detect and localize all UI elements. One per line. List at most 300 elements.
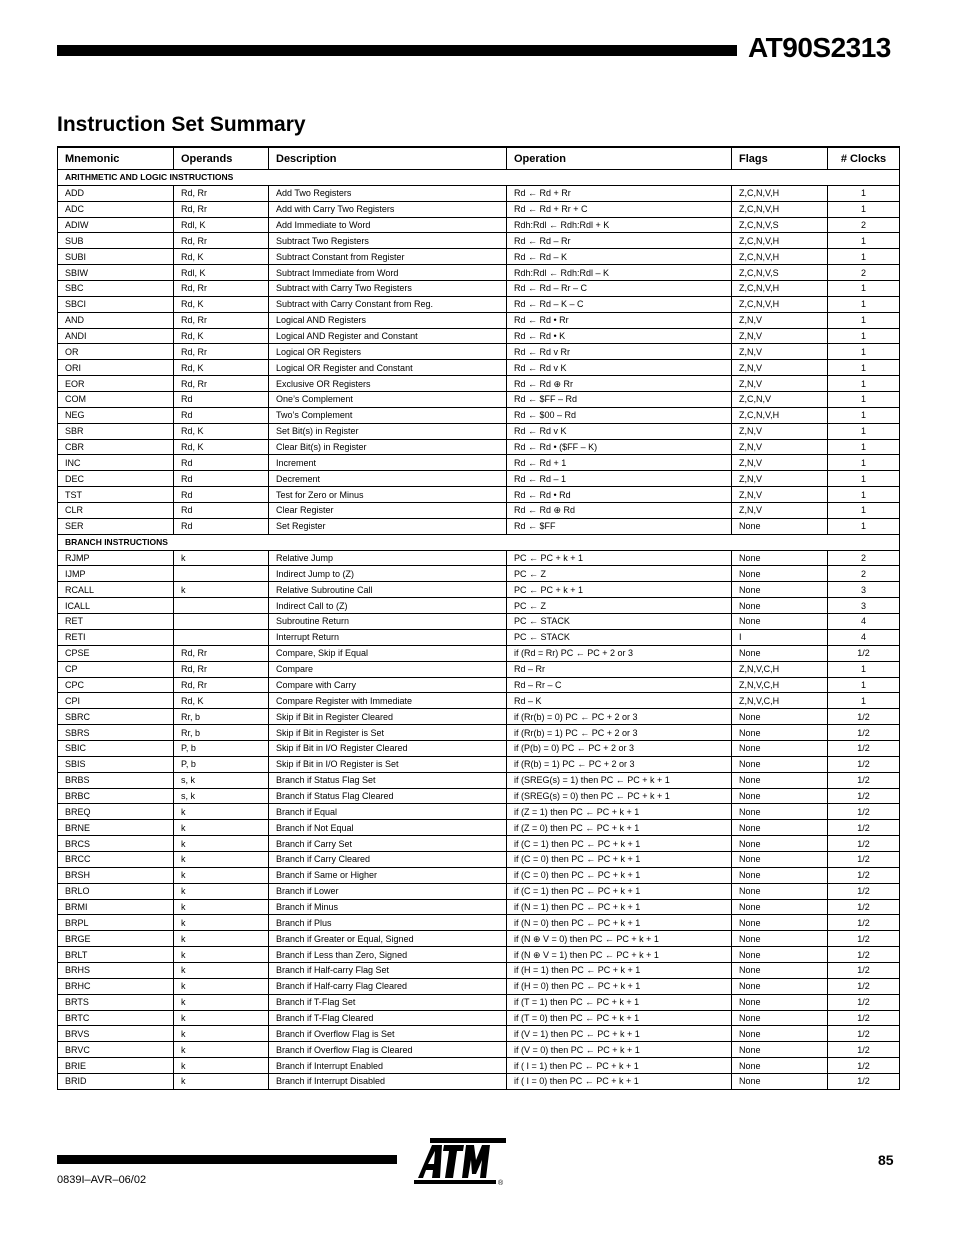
cell-mnemonic: CLR	[58, 503, 174, 519]
table-row	[58, 1058, 900, 1074]
table-row	[58, 487, 900, 503]
cell-clocks: 1	[828, 455, 900, 471]
cell-clocks: 1	[828, 677, 900, 693]
cell-description: One’s Complement	[269, 392, 507, 408]
cell-flags: Z,N,V,C,H	[732, 677, 828, 693]
cell-mnemonic: SER	[58, 518, 174, 534]
cell-flags: Z,N,V	[732, 455, 828, 471]
cell-flags: Z,N,V	[732, 312, 828, 328]
cell-description: Set Bit(s) in Register	[269, 423, 507, 439]
cell-operation: Rd ← Rd v Rr	[507, 344, 732, 360]
cell-operands: Rd, Rr	[174, 661, 269, 677]
cell-operands: Rd	[174, 407, 269, 423]
cell-operation: Rd ← Rd v K	[507, 360, 732, 376]
cell-clocks: 1	[828, 392, 900, 408]
table-row	[58, 550, 900, 566]
cell-mnemonic: CPC	[58, 677, 174, 693]
cell-mnemonic: TST	[58, 487, 174, 503]
table-row	[58, 772, 900, 788]
cell-mnemonic: SBR	[58, 423, 174, 439]
cell-flags: Z,C,N,V,S	[732, 217, 828, 233]
cell-mnemonic: BRNE	[58, 820, 174, 836]
cell-operation: if (P(b) = 0) PC ← PC + 2 or 3	[507, 740, 732, 756]
cell-flags: Z,N,V	[732, 376, 828, 392]
cell-description: Skip if Bit in I/O Register Cleared	[269, 740, 507, 756]
cell-clocks: 1/2	[828, 978, 900, 994]
cell-mnemonic: BRTC	[58, 1010, 174, 1026]
cell-mnemonic: BRID	[58, 1073, 174, 1089]
cell-clocks: 1	[828, 693, 900, 709]
cell-operation: PC ← STACK	[507, 614, 732, 630]
cell-description: Branch if Minus	[269, 899, 507, 915]
cell-operands: k	[174, 1073, 269, 1089]
cell-flags: Z,C,N,V	[732, 392, 828, 408]
cell-clocks: 1/2	[828, 1026, 900, 1042]
cell-operation: Rd ← Rd ⊕ Rd	[507, 503, 732, 519]
cell-operation: Rd ← Rd + 1	[507, 455, 732, 471]
table-row	[58, 962, 900, 978]
cell-mnemonic: BRIE	[58, 1058, 174, 1074]
cell-description: Branch if Overflow Flag is Cleared	[269, 1042, 507, 1058]
cell-operands: k	[174, 899, 269, 915]
cell-clocks: 1/2	[828, 851, 900, 867]
cell-operands: k	[174, 582, 269, 598]
cell-flags: None	[732, 645, 828, 661]
cell-mnemonic: BRCC	[58, 851, 174, 867]
cell-operation: Rd – Rr – C	[507, 677, 732, 693]
cell-description: Compare Register with Immediate	[269, 693, 507, 709]
cell-operands: Rdl, K	[174, 217, 269, 233]
cell-flags: Z,C,N,V,H	[732, 249, 828, 265]
cell-operation: Rd ← Rd • ($FF – K)	[507, 439, 732, 455]
cell-clocks: 1/2	[828, 788, 900, 804]
column-header-mnemonic: Mnemonic	[58, 147, 174, 170]
cell-description: Relative Subroutine Call	[269, 582, 507, 598]
cell-operation: PC ← STACK	[507, 629, 732, 645]
cell-operands: k	[174, 1010, 269, 1026]
cell-operands: s, k	[174, 788, 269, 804]
table-row	[58, 471, 900, 487]
cell-clocks: 4	[828, 614, 900, 630]
cell-flags: None	[732, 947, 828, 963]
cell-operation: if (R(b) = 1) PC ← PC + 2 or 3	[507, 756, 732, 772]
table-row	[58, 328, 900, 344]
cell-description: Two’s Complement	[269, 407, 507, 423]
group-title: BRANCH INSTRUCTIONS	[58, 534, 900, 550]
table-row	[58, 709, 900, 725]
table-row	[58, 360, 900, 376]
cell-description: Branch if Less than Zero, Signed	[269, 947, 507, 963]
cell-operation: Rd ← Rd • Rd	[507, 487, 732, 503]
cell-operands: k	[174, 978, 269, 994]
cell-mnemonic: SUB	[58, 233, 174, 249]
cell-operation: if (Z = 1) then PC ← PC + k + 1	[507, 804, 732, 820]
cell-clocks: 1	[828, 360, 900, 376]
table-row	[58, 439, 900, 455]
cell-operands	[174, 629, 269, 645]
cell-operands: k	[174, 883, 269, 899]
cell-clocks: 1	[828, 185, 900, 201]
cell-mnemonic: IJMP	[58, 566, 174, 582]
cell-operation: Rd ← Rd + Rr	[507, 185, 732, 201]
cell-mnemonic: DEC	[58, 471, 174, 487]
cell-description: Subtract with Carry Constant from Reg.	[269, 296, 507, 312]
cell-clocks: 2	[828, 566, 900, 582]
cell-flags: Z,N,V	[732, 328, 828, 344]
cell-mnemonic: BRGE	[58, 931, 174, 947]
cell-description: Clear Register	[269, 503, 507, 519]
cell-operation: Rd ← Rd v K	[507, 423, 732, 439]
table-row	[58, 725, 900, 741]
cell-clocks: 1	[828, 344, 900, 360]
cell-operands: k	[174, 915, 269, 931]
cell-description: Compare	[269, 661, 507, 677]
cell-operands: k	[174, 1058, 269, 1074]
cell-description: Indirect Jump to (Z)	[269, 566, 507, 582]
cell-operands: Rd, K	[174, 693, 269, 709]
cell-operands: k	[174, 931, 269, 947]
cell-description: Skip if Bit in I/O Register is Set	[269, 756, 507, 772]
cell-clocks: 1/2	[828, 899, 900, 915]
cell-flags: None	[732, 851, 828, 867]
cell-mnemonic: SBRC	[58, 709, 174, 725]
cell-mnemonic: ORI	[58, 360, 174, 376]
cell-description: Subtract Two Registers	[269, 233, 507, 249]
table-row	[58, 344, 900, 360]
cell-clocks: 1/2	[828, 1010, 900, 1026]
cell-mnemonic: BRLO	[58, 883, 174, 899]
cell-clocks: 3	[828, 582, 900, 598]
cell-operands: Rd, Rr	[174, 281, 269, 297]
table-row	[58, 407, 900, 423]
cell-mnemonic: BRLT	[58, 947, 174, 963]
table-row	[58, 312, 900, 328]
cell-description: Relative Jump	[269, 550, 507, 566]
cell-description: Subtract Constant from Register	[269, 249, 507, 265]
page-number: 85	[878, 1152, 894, 1168]
table-row	[58, 1073, 900, 1089]
cell-clocks: 1	[828, 233, 900, 249]
table-row	[58, 899, 900, 915]
cell-flags: None	[732, 566, 828, 582]
table-row	[58, 788, 900, 804]
cell-operation: if (Z = 0) then PC ← PC + k + 1	[507, 820, 732, 836]
cell-clocks: 2	[828, 550, 900, 566]
cell-mnemonic: BRPL	[58, 915, 174, 931]
cell-operands: Rd, K	[174, 423, 269, 439]
cell-mnemonic: RJMP	[58, 550, 174, 566]
group-title: ARITHMETIC AND LOGIC INSTRUCTIONS	[58, 170, 900, 186]
cell-mnemonic: BRTS	[58, 994, 174, 1010]
cell-flags: Z,N,V	[732, 487, 828, 503]
cell-flags: None	[732, 1042, 828, 1058]
cell-mnemonic: RET	[58, 614, 174, 630]
cell-description: Branch if Status Flag Set	[269, 772, 507, 788]
cell-operands: Rr, b	[174, 709, 269, 725]
cell-clocks: 1/2	[828, 867, 900, 883]
cell-description: Logical OR Register and Constant	[269, 360, 507, 376]
cell-operands: Rd, K	[174, 439, 269, 455]
cell-operation: Rd ← $00 – Rd	[507, 407, 732, 423]
table-row	[58, 503, 900, 519]
cell-description: Branch if Interrupt Enabled	[269, 1058, 507, 1074]
table-row	[58, 217, 900, 233]
cell-flags: Z,N,V	[732, 439, 828, 455]
cell-flags: None	[732, 740, 828, 756]
table-row	[58, 1026, 900, 1042]
cell-description: Branch if T-Flag Cleared	[269, 1010, 507, 1026]
cell-flags: Z,N,V,C,H	[732, 693, 828, 709]
cell-operation: if (Rr(b) = 0) PC ← PC + 2 or 3	[507, 709, 732, 725]
cell-mnemonic: ICALL	[58, 598, 174, 614]
cell-description: Logical OR Registers	[269, 344, 507, 360]
cell-operands: Rd, Rr	[174, 344, 269, 360]
cell-operands: P, b	[174, 756, 269, 772]
cell-flags: None	[732, 788, 828, 804]
table-row	[58, 994, 900, 1010]
cell-clocks: 1	[828, 487, 900, 503]
cell-description: Exclusive OR Registers	[269, 376, 507, 392]
column-header-description: Description	[269, 147, 507, 170]
table-row	[58, 376, 900, 392]
cell-clocks: 1/2	[828, 1058, 900, 1074]
cell-clocks: 1	[828, 471, 900, 487]
cell-description: Skip if Bit in Register is Set	[269, 725, 507, 741]
cell-mnemonic: OR	[58, 344, 174, 360]
cell-clocks: 1/2	[828, 645, 900, 661]
cell-flags: Z,N,V	[732, 503, 828, 519]
cell-flags: None	[732, 931, 828, 947]
cell-mnemonic: NEG	[58, 407, 174, 423]
table-body	[58, 170, 900, 1090]
cell-description: Branch if Interrupt Disabled	[269, 1073, 507, 1089]
cell-operation: if (Rd = Rr) PC ← PC + 2 or 3	[507, 645, 732, 661]
table-row	[58, 931, 900, 947]
cell-flags: Z,N,V	[732, 360, 828, 376]
cell-description: Add with Carry Two Registers	[269, 201, 507, 217]
registered-mark: ®	[498, 1180, 504, 1186]
cell-operands: k	[174, 550, 269, 566]
cell-operands: k	[174, 867, 269, 883]
table-row	[58, 614, 900, 630]
cell-operands: s, k	[174, 772, 269, 788]
cell-mnemonic: RETI	[58, 629, 174, 645]
cell-clocks: 1/2	[828, 1042, 900, 1058]
cell-operation: if (N = 0) then PC ← PC + k + 1	[507, 915, 732, 931]
cell-mnemonic: SBIC	[58, 740, 174, 756]
cell-description: Interrupt Return	[269, 629, 507, 645]
cell-mnemonic: BRVC	[58, 1042, 174, 1058]
cell-description: Skip if Bit in Register Cleared	[269, 709, 507, 725]
cell-flags: None	[732, 772, 828, 788]
cell-mnemonic: CP	[58, 661, 174, 677]
table-row	[58, 249, 900, 265]
cell-operands: k	[174, 851, 269, 867]
cell-flags: None	[732, 804, 828, 820]
cell-clocks: 1/2	[828, 947, 900, 963]
cell-description: Subtract with Carry Two Registers	[269, 281, 507, 297]
table-row	[58, 201, 900, 217]
atmel-logo	[410, 1136, 510, 1186]
cell-operation: if (N = 1) then PC ← PC + k + 1	[507, 899, 732, 915]
cell-operands: Rd	[174, 471, 269, 487]
cell-operands: Rd, Rr	[174, 201, 269, 217]
cell-clocks: 1	[828, 376, 900, 392]
cell-description: Indirect Call to (Z)	[269, 598, 507, 614]
cell-flags: None	[732, 518, 828, 534]
cell-operands: Rd, Rr	[174, 312, 269, 328]
cell-mnemonic: BRSH	[58, 867, 174, 883]
table-row	[58, 629, 900, 645]
cell-flags: None	[732, 883, 828, 899]
cell-operation: if (N ⊕ V = 1) then PC ← PC + k + 1	[507, 947, 732, 963]
table-row	[58, 455, 900, 471]
table-row	[58, 1042, 900, 1058]
table-row	[58, 598, 900, 614]
table-row	[58, 883, 900, 899]
cell-operation: Rd – Rr	[507, 661, 732, 677]
cell-operation: Rd ← $FF – Rd	[507, 392, 732, 408]
cell-clocks: 4	[828, 629, 900, 645]
cell-clocks: 1/2	[828, 772, 900, 788]
cell-operation: PC ← Z	[507, 566, 732, 582]
cell-flags: Z,N,V,C,H	[732, 661, 828, 677]
cell-operation: Rd ← Rd • Rr	[507, 312, 732, 328]
cell-flags: None	[732, 709, 828, 725]
cell-operation: Rd ← Rd – Rr	[507, 233, 732, 249]
cell-operands: Rd, Rr	[174, 677, 269, 693]
cell-flags: None	[732, 1010, 828, 1026]
cell-clocks: 1/2	[828, 756, 900, 772]
cell-flags: Z,C,N,V,H	[732, 407, 828, 423]
cell-operation: if (V = 0) then PC ← PC + k + 1	[507, 1042, 732, 1058]
cell-clocks: 1	[828, 296, 900, 312]
cell-description: Subtract Immediate from Word	[269, 265, 507, 281]
cell-description: Branch if Equal	[269, 804, 507, 820]
table-group-header	[58, 534, 900, 550]
cell-operands: Rd, Rr	[174, 376, 269, 392]
header-rule	[57, 45, 737, 56]
cell-mnemonic: ANDI	[58, 328, 174, 344]
cell-description: Branch if Overflow Flag is Set	[269, 1026, 507, 1042]
cell-operation: Rd ← Rd – 1	[507, 471, 732, 487]
document-code: 0839I–AVR–06/02	[57, 1174, 147, 1186]
cell-flags: None	[732, 614, 828, 630]
cell-operands: k	[174, 994, 269, 1010]
cell-clocks: 1/2	[828, 804, 900, 820]
cell-flags: None	[732, 1073, 828, 1089]
cell-operation: Rd ← Rd • K	[507, 328, 732, 344]
cell-mnemonic: RCALL	[58, 582, 174, 598]
cell-mnemonic: BRCS	[58, 836, 174, 852]
cell-operands: k	[174, 804, 269, 820]
table-row	[58, 296, 900, 312]
cell-flags: Z,N,V	[732, 344, 828, 360]
cell-description: Branch if T-Flag Set	[269, 994, 507, 1010]
cell-clocks: 1	[828, 201, 900, 217]
cell-clocks: 1	[828, 328, 900, 344]
cell-operation: if (T = 0) then PC ← PC + k + 1	[507, 1010, 732, 1026]
cell-description: Branch if Status Flag Cleared	[269, 788, 507, 804]
cell-operation: if (Rr(b) = 1) PC ← PC + 2 or 3	[507, 725, 732, 741]
cell-clocks: 1/2	[828, 1073, 900, 1089]
cell-operands: Rd	[174, 455, 269, 471]
cell-flags: Z,C,N,V,H	[732, 233, 828, 249]
cell-operation: if ( I = 0) then PC ← PC + k + 1	[507, 1073, 732, 1089]
cell-mnemonic: BRBS	[58, 772, 174, 788]
cell-clocks: 1	[828, 312, 900, 328]
cell-operands: k	[174, 1026, 269, 1042]
cell-mnemonic: SBC	[58, 281, 174, 297]
cell-description: Branch if Carry Set	[269, 836, 507, 852]
cell-operation: if (C = 0) then PC ← PC + k + 1	[507, 867, 732, 883]
cell-operation: if (C = 1) then PC ← PC + k + 1	[507, 836, 732, 852]
cell-operation: if (V = 1) then PC ← PC + k + 1	[507, 1026, 732, 1042]
table-row	[58, 518, 900, 534]
cell-mnemonic: SUBI	[58, 249, 174, 265]
cell-description: Branch if Plus	[269, 915, 507, 931]
cell-clocks: 1	[828, 249, 900, 265]
cell-operands: P, b	[174, 740, 269, 756]
cell-operation: Rd ← $FF	[507, 518, 732, 534]
table-row	[58, 978, 900, 994]
cell-flags: Z,N,V	[732, 423, 828, 439]
cell-operation: if (N ⊕ V = 0) then PC ← PC + k + 1	[507, 931, 732, 947]
cell-flags: Z,C,N,V,H	[732, 281, 828, 297]
cell-operation: if (C = 1) then PC ← PC + k + 1	[507, 883, 732, 899]
cell-mnemonic: BRHS	[58, 962, 174, 978]
cell-mnemonic: SBRS	[58, 725, 174, 741]
cell-clocks: 1/2	[828, 994, 900, 1010]
cell-flags: None	[732, 1058, 828, 1074]
section-title: Instruction Set Summary	[57, 113, 306, 136]
cell-flags: Z,N,V	[732, 471, 828, 487]
cell-clocks: 1	[828, 439, 900, 455]
cell-flags: None	[732, 899, 828, 915]
cell-operands: k	[174, 1042, 269, 1058]
cell-flags: I	[732, 629, 828, 645]
cell-flags: None	[732, 962, 828, 978]
table-row	[58, 423, 900, 439]
footer-rule	[57, 1155, 397, 1164]
table-row	[58, 693, 900, 709]
cell-flags: None	[732, 978, 828, 994]
column-header-operands: Operands	[174, 147, 269, 170]
table-row	[58, 947, 900, 963]
table-row	[58, 582, 900, 598]
cell-operation: Rd ← Rd – K	[507, 249, 732, 265]
cell-mnemonic: BRBC	[58, 788, 174, 804]
cell-flags: Z,C,N,V,H	[732, 185, 828, 201]
cell-description: Subroutine Return	[269, 614, 507, 630]
cell-description: Logical AND Registers	[269, 312, 507, 328]
cell-flags: None	[732, 915, 828, 931]
cell-operands: k	[174, 820, 269, 836]
cell-clocks: 1/2	[828, 915, 900, 931]
cell-operation: Rd – K	[507, 693, 732, 709]
cell-mnemonic: EOR	[58, 376, 174, 392]
cell-mnemonic: BREQ	[58, 804, 174, 820]
cell-description: Set Register	[269, 518, 507, 534]
cell-clocks: 2	[828, 265, 900, 281]
cell-operation: Rdh:Rdl ← Rdh:Rdl + K	[507, 217, 732, 233]
cell-operation: Rd ← Rd + Rr + C	[507, 201, 732, 217]
cell-clocks: 1	[828, 518, 900, 534]
table-row	[58, 281, 900, 297]
table-row	[58, 185, 900, 201]
cell-operation: if (H = 0) then PC ← PC + k + 1	[507, 978, 732, 994]
cell-flags: Z,C,N,V,H	[732, 201, 828, 217]
